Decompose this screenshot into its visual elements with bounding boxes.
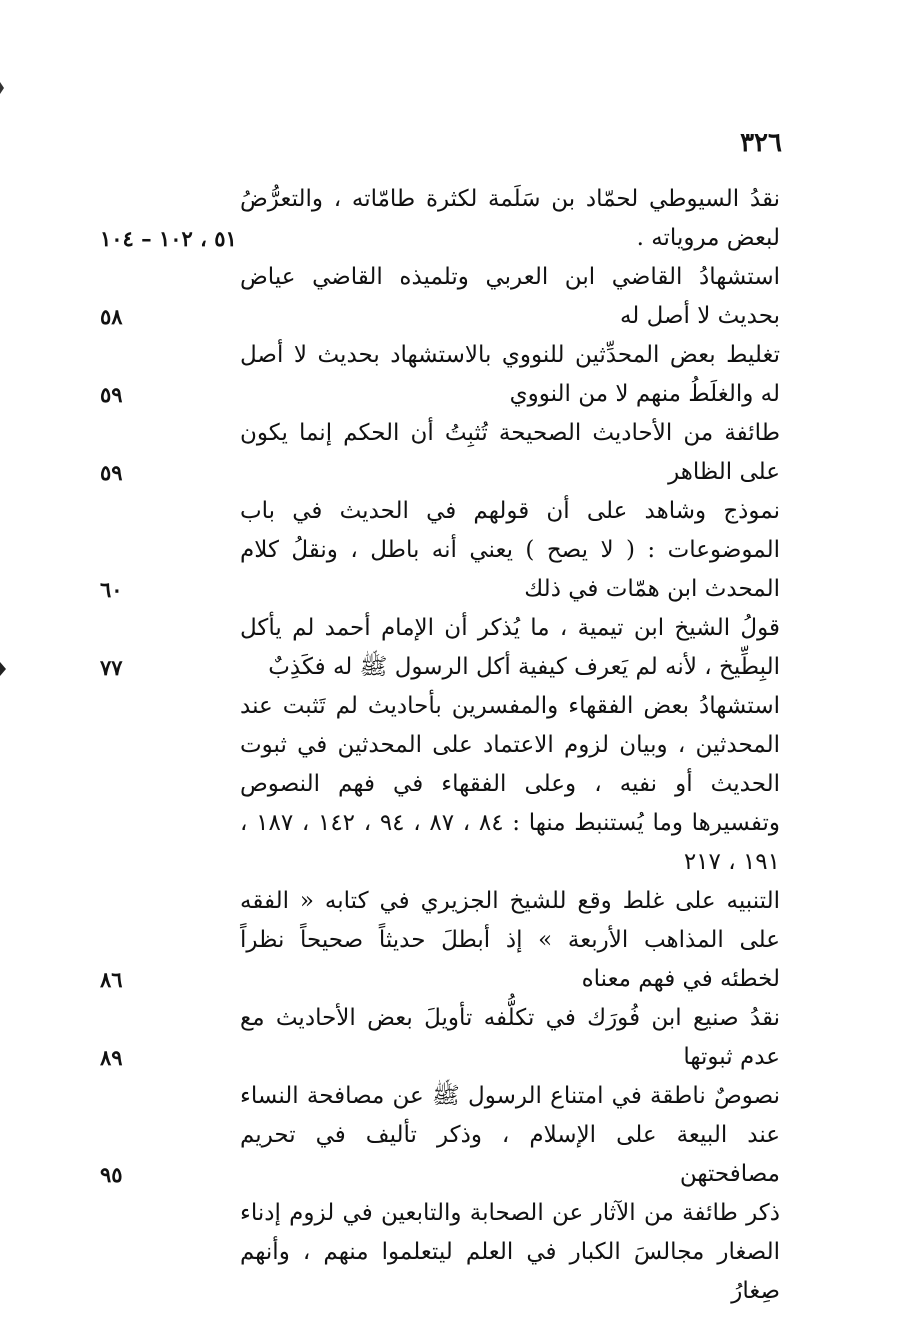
- index-entry: [100, 999, 790, 1077]
- entry-text: نموذج وشاهد على أن قولهم في الحديث في باب الموضوعات : ( لا يصح ) يعني أنه باطل ، ونقلُ كلام المحدث ابن همّات في ذلك: [240, 498, 780, 602]
- index-entry: [100, 609, 790, 687]
- index-list: [100, 180, 790, 1311]
- index-entry: [100, 414, 790, 492]
- entry-text: استشهادُ القاضي ابن العربي وتلميذه القاضي عياض بحديث لا أصل له: [240, 264, 780, 329]
- entry-text: طائفة من الأحاديث الصحيحة تُثبِتُ أن الحكم إنما يكون على الظاهر: [240, 420, 780, 485]
- entry-page-refs: ٥٩: [100, 460, 123, 485]
- entry-text: قولُ الشيخ ابن تيمية ، ما يُذكر أن الإمام أحمد لم يأكل البِطِّيخ ، لأنه لم يَعرف كيفية أكل الرسول ﷺ له فكَذِبٌ: [240, 615, 780, 680]
- index-entry: [100, 336, 790, 414]
- index-entry: [100, 180, 790, 258]
- index-entry: [100, 258, 790, 336]
- index-entry: [100, 492, 790, 609]
- index-entry: [100, 882, 790, 999]
- entry-page-refs: ٥٨: [100, 304, 123, 329]
- index-entry: [100, 687, 790, 882]
- entry-page-refs: ٦٠: [100, 577, 123, 602]
- index-entry: [100, 1194, 790, 1311]
- entry-text: ذكر طائفة من الآثار عن الصحابة والتابعين في لزوم إدناء الصغار مجالسَ الكبار في العلم ليتعلموا منهم ، وأنهم صِغارُ: [240, 1200, 780, 1304]
- entry-page-refs: ٥٩: [100, 382, 123, 407]
- entry-text: التنبيه على غلط وقع للشيخ الجزيري في كتابه « الفقه على المذاهب الأربعة » إذ أبطلَ حديثاً صحيحاً نظراً لخطئه في فهم معناه: [240, 888, 780, 992]
- entry-page-refs: ٥١ ، ١٠٢ – ١٠٤: [100, 226, 237, 251]
- scan-edge-mark: [0, 662, 6, 676]
- scan-edge-mark: [0, 82, 4, 94]
- entry-text: نقدُ السيوطي لحمّاد بن سَلَمة لكثرة طامّاته ، والتعرُّضُ لبعض مروياته .: [240, 186, 780, 251]
- entry-page-refs: ٨٦: [100, 967, 123, 992]
- entry-text: استشهادُ بعض الفقهاء والمفسرين بأحاديث لم تَثبت عند المحدثين ، وبيان لزوم الاعتماد على المحدثين في ثبوت الحديث أو نفيه ، وعلى الفقهاء في فهم النصوص وتفسيرها وما يُستنبط منها : ٨٤ ، ٨٧ ، ٩٤ ، ١٤٢ ، ١٨٧ ، ١٩١ ، ٢١٧: [240, 693, 781, 875]
- entry-page-refs: ٨٩: [100, 1045, 123, 1070]
- entry-text: نصوصٌ ناطقة في امتناع الرسول ﷺ عن مصافحة النساء عند البيعة على الإسلام ، وذكر تأليف في تحريم مصافحتهن: [240, 1083, 780, 1187]
- entry-page-refs: ٧٧: [100, 655, 123, 680]
- index-entry: [100, 1077, 790, 1194]
- entry-page-refs: ٩٥: [100, 1162, 123, 1187]
- entry-text: تغليط بعض المحدِّثين للنووي بالاستشهاد بحديث لا أصل له والغلَطُ منهم لا من النووي: [240, 342, 780, 407]
- entry-text: نقدُ صنيع ابن فُورَك في تكلُّفه تأويلَ بعض الأحاديث مع عدم ثبوتها: [240, 1005, 780, 1070]
- page-number: ٣٢٦: [740, 128, 782, 158]
